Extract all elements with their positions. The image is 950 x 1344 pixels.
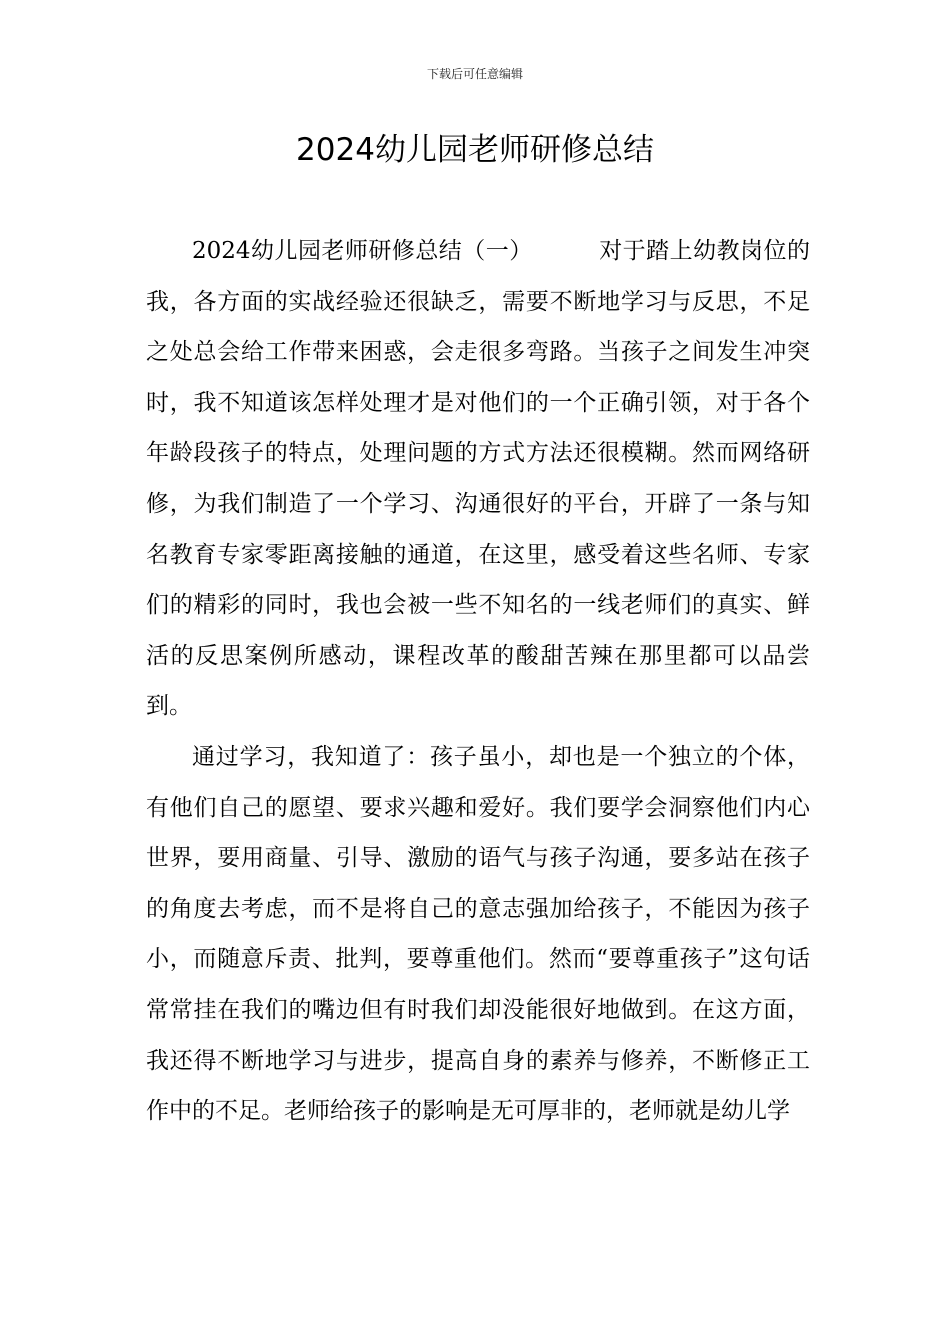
paragraph-1 [146, 226, 810, 732]
header-note: 下载后可任意编辑 [426, 67, 523, 81]
paragraph-1-text: 对于踏上幼教岗位的我，各方面的实战经验还很缺乏，需要不断地学习与反思，不足之处总会给工作带来困惑，会走很多弯路。当孩子之间发生冲突时，我不知道该怎样处理才是对他们的一个正确引领，对于各个年龄段孩子的特点，处理问题的方式方法还很模糊。然而网络研修，为我们制造了一个学习、沟通很好的平台，开辟了一条与知名教育专家零距离接触的通道，在这里，感受着这些名师、专家们的精彩的同时，我也会被一些不知名的一线老师们的真实、鲜活的反思案例所感动，课程改革的酸甜苦辣在那里都可以品尝到。 [146, 238, 810, 720]
document-body [146, 226, 810, 1137]
section-heading-inline: 2024幼儿园老师研修总结（一） [192, 238, 533, 264]
paragraph-2: 通过学习，我知道了：孩子虽小，却也是一个独立的个体，有他们自己的愿望、要求兴趣和爱好。我们要学会洞察他们内心世界，要用商量、引导、激励的语气与孩子沟通，要多站在孩子的角度去考虑，而不是将自己的意志强加给孩子，不能因为孩子小，而随意斥责、批判，要尊重他们。然而“要尊重孩子”这句话常常挂在我们的嘴边但有时我们却没能很好地做到。在这方面，我还得不断地学习与进步，提高自身的素养与修养，不断修正工作中的不足。老师给孩子的影响是无可厚非的，老师就是幼儿学 [146, 743, 810, 1125]
document-title: 2024幼儿园老师研修总结 [296, 132, 654, 168]
